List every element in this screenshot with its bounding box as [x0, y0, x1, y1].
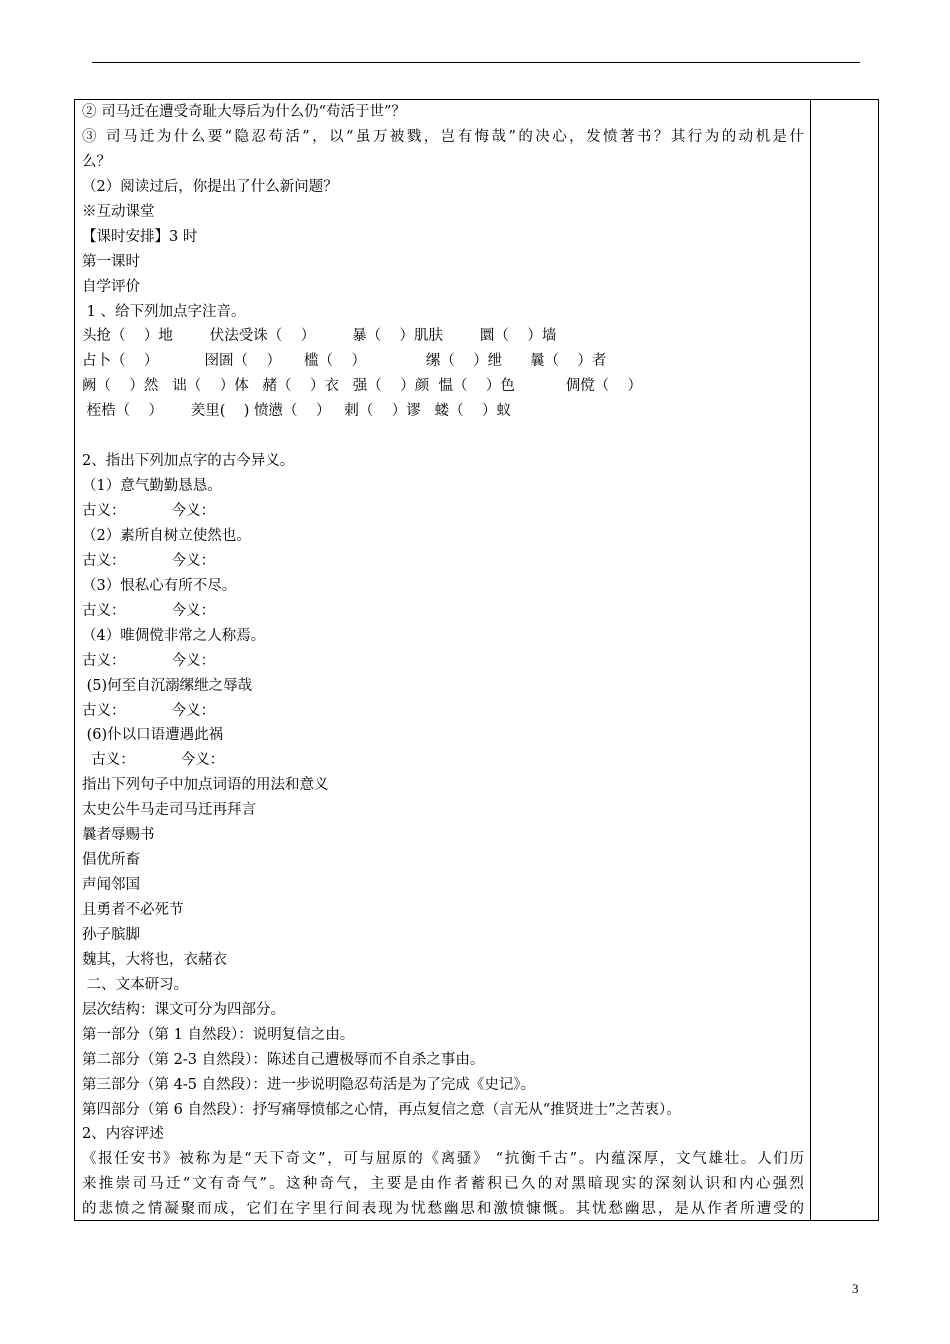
text-line: 太史公牛马走司马迁再拜言 — [82, 802, 256, 819]
text-line: 第三部分（第 4-5 自然段）：进一步说明隐忍苟活是为了完成《史记》。 — [82, 1076, 536, 1093]
pinyin-row: 阙（ ）然 诎（ ）体 赭（ ）衣 强（ ）颜 愠（ ）色 倜傥（ ） — [82, 378, 643, 395]
text-line: （1）意气勤勤恳恳。 — [82, 478, 222, 495]
text-line: ③ 司马迁为什么要“隐忍苟活”，以“虽万被戮，岂有悔哉”的决心，发愤著书？其行为的动机是什 — [82, 128, 804, 145]
text-line: 孙子膑脚 — [82, 926, 140, 943]
blank-line — [82, 424, 804, 449]
section-heading: 二、文本研习。 — [82, 976, 189, 993]
header-rule — [92, 62, 860, 63]
text-line: 第四部分（第 6 自然段）：抒写痛辱愤郁之心情，再点复信之意（言无从“推贤进士”之苦衷）。 — [82, 1101, 681, 1118]
table-column-divider — [810, 99, 811, 1221]
answer-line: 古义： 今义： — [82, 503, 216, 519]
text-line: 曩者辱赐书 — [82, 827, 155, 844]
question-heading: 指出下列句子中加点词语的用法和意义 — [82, 777, 329, 794]
text-line: 么？ — [82, 153, 111, 170]
paragraph-line: 《报任安书》被称为是“天下奇文”，可与屈原的《离骚》 “抗衡千古”。内蕴深厚，文气雄壮。人们历 — [82, 1151, 804, 1168]
answer-line: 古义： 今义： — [82, 702, 216, 719]
pinyin-row: 占卜（ ） 囹圄（ ） 槛（ ） 缧（ ）绁 曩（ ）者 — [82, 353, 607, 370]
text-line: 【课时安排】3 时 — [82, 228, 198, 245]
question-heading: 2、指出下列加点字的古今异义。 — [82, 453, 295, 470]
text-line: (5)何至自沉溺缧绁之辱哉 — [82, 677, 253, 694]
section-heading: 2、内容评述 — [82, 1126, 164, 1143]
text-line: 魏其，大将也，衣赭衣 — [82, 951, 227, 968]
text-line: ② 司马迁在遭受奇耻大辱后为什么仍“苟活于世”？ — [82, 104, 406, 120]
text-line: (6)仆以口语遭遇此祸 — [82, 727, 224, 744]
text-line: （4）唯倜傥非常之人称焉。 — [82, 627, 266, 644]
text-line: （2）素所自树立使然也。 — [82, 527, 251, 544]
text-line: 第一部分（第 1 自然段）：说明复信之由。 — [82, 1026, 355, 1043]
section-heading: 自学评价 — [82, 278, 140, 295]
answer-line: 古义： 今义： — [82, 652, 216, 669]
text-line: （3）恨私心有所不尽。 — [82, 577, 237, 594]
paragraph-line: 的悲愤之情凝聚而成，它们在字里行间表现为忧愁幽思和激愤慷慨。其忧愁幽思，是从作者所遭受的 — [82, 1201, 804, 1218]
page-number: 3 — [852, 1281, 859, 1296]
question-heading: 1 、给下列加点字注音。 — [82, 303, 246, 320]
section-heading: ※互动课堂 — [82, 203, 155, 220]
lesson-content — [82, 100, 804, 1222]
pinyin-row: 头抢（ ）地 伏法受诛（ ） 暴（ ）肌肤 圜（ ）墙 — [82, 328, 557, 345]
paragraph-line: 来推崇司马迁“文有奇气”。这种奇气，主要是由作者蓄积已久的对黑暗现实的深刻认识和内心强烈 — [82, 1176, 804, 1193]
pinyin-row: 桎梏（ ） 羑里( ) 愤懑（ ） 剌（ ）谬 蝼（ ）蚁 — [82, 403, 512, 420]
text-line: 声闻邻国 — [82, 877, 140, 894]
answer-line: 古义： 今义： — [82, 602, 216, 619]
section-heading: 第一课时 — [82, 253, 140, 270]
text-line: 倡优所畜 — [82, 852, 140, 869]
text-line: 层次结构：课文可分为四部分。 — [82, 1001, 285, 1018]
text-line: （2）阅读过后，你提出了什么新问题？ — [82, 178, 338, 195]
answer-line: 古义： 今义： — [82, 552, 216, 569]
text-line: 且勇者不必死节 — [82, 902, 184, 918]
answer-line: 古义： 今义： — [82, 752, 225, 769]
text-line: 第二部分（第 2-3 自然段）：陈述自己遭极辱而不自杀之事由。 — [82, 1051, 485, 1068]
